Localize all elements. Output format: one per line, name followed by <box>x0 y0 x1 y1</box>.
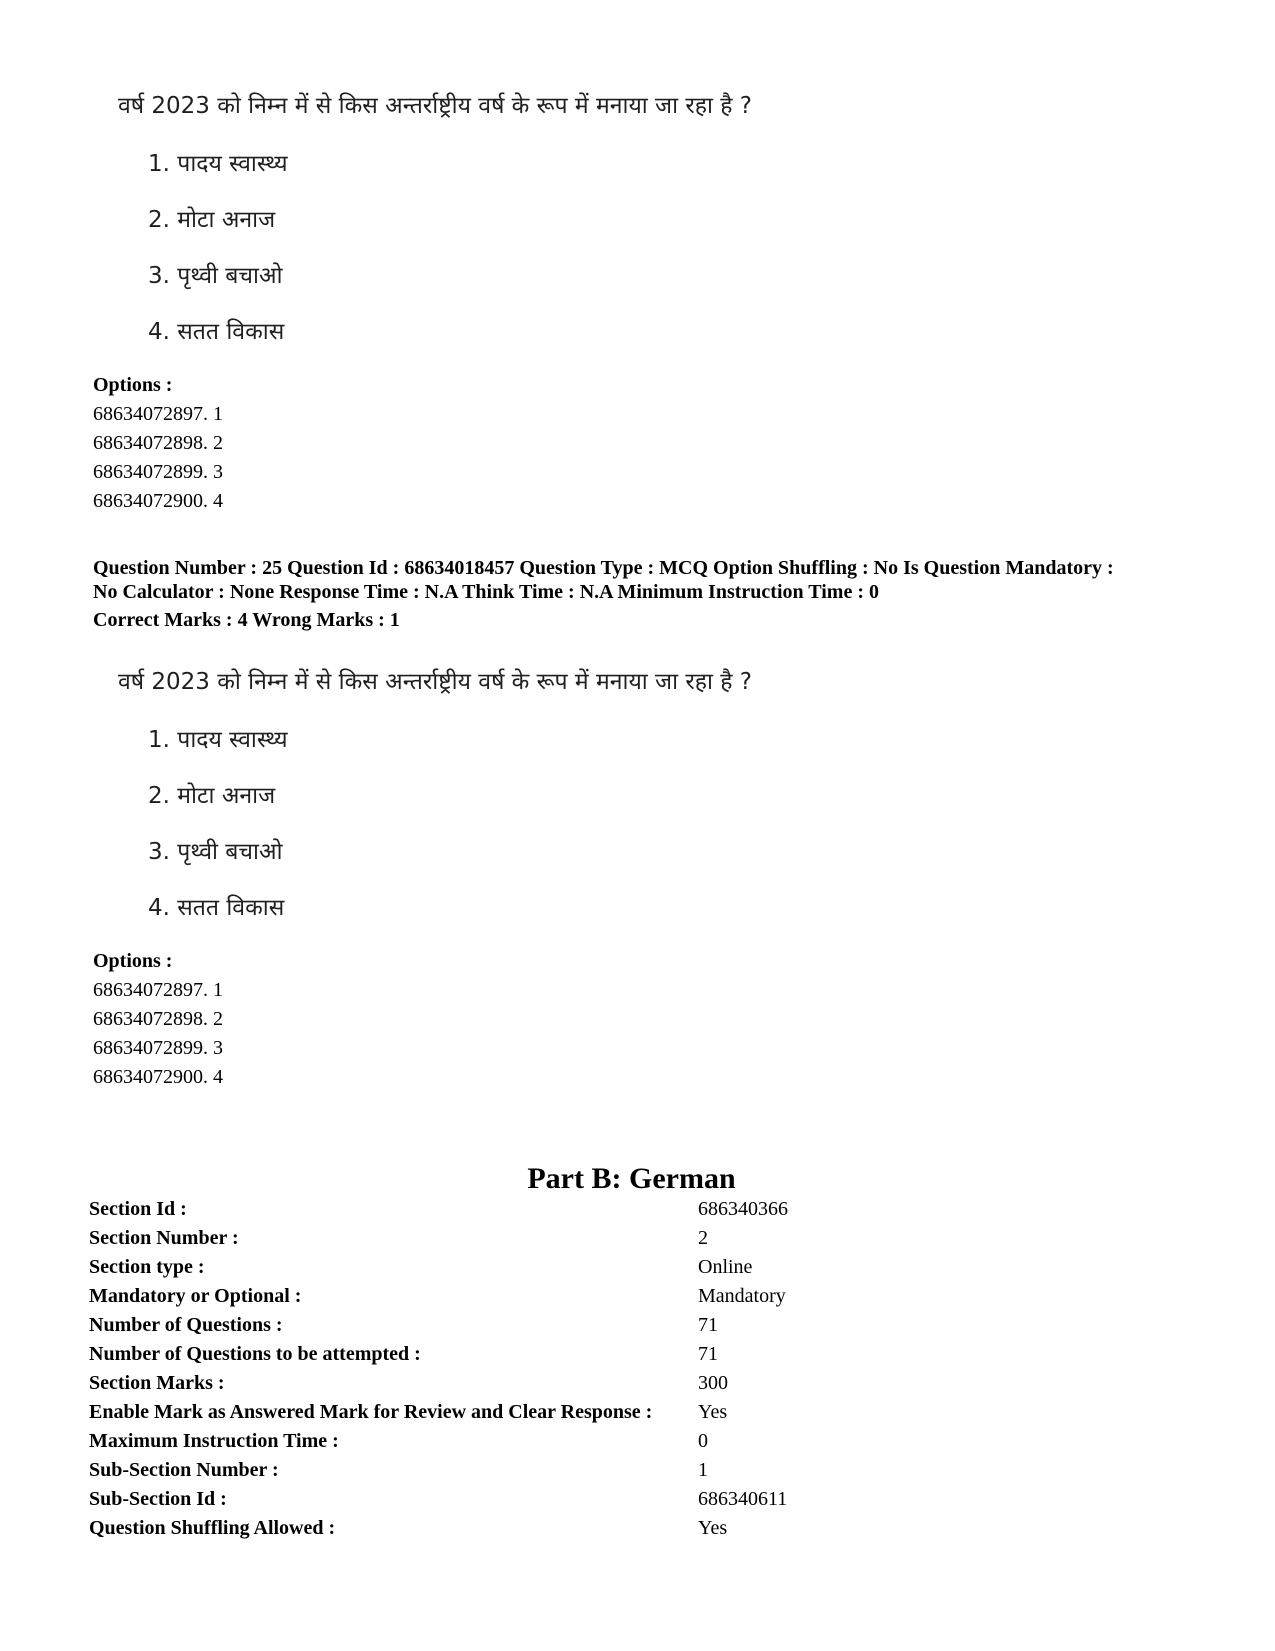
option-item: 68634072898. 2 <box>93 432 223 454</box>
question-text: वर्ष 2023 को निम्न में से किस अन्तर्राष्ट्रीय वर्ष के रूप में मनाया जा रहा है ? <box>118 93 753 119</box>
row-value: 0 <box>698 1430 708 1452</box>
option-item: 68634072898. 2 <box>93 1008 223 1030</box>
row-key: Section Marks : <box>89 1372 225 1394</box>
choice-item: 2. मोटा अनाज <box>148 207 276 233</box>
option-item: 68634072900. 4 <box>93 490 223 512</box>
row-value: 300 <box>698 1372 728 1394</box>
row-key: Sub-Section Number : <box>89 1459 279 1481</box>
row-key: Sub-Section Id : <box>89 1488 227 1510</box>
row-key: Section type : <box>89 1256 205 1278</box>
option-item: 68634072899. 3 <box>93 461 223 483</box>
question-text: वर्ष 2023 को निम्न में से किस अन्तर्राष्ट्रीय वर्ष के रूप में मनाया जा रहा है ? <box>118 669 753 695</box>
row-value: 71 <box>698 1343 718 1365</box>
table-row <box>89 1343 1189 1372</box>
option-item: 68634072897. 1 <box>93 979 223 1001</box>
table-row <box>89 1256 1189 1285</box>
section-info-table <box>89 1198 1189 1546</box>
row-value: Yes <box>698 1517 728 1539</box>
choice-item: 3. पृथ्वी बचाओ <box>148 263 283 289</box>
marks-line: Correct Marks : 4 Wrong Marks : 1 <box>93 609 400 631</box>
table-row <box>89 1488 1189 1517</box>
row-key: Number of Questions to be attempted : <box>89 1343 421 1365</box>
row-value: 1 <box>698 1459 708 1481</box>
row-key: Enable Mark as Answered Mark for Review and Clear Response : <box>89 1401 653 1423</box>
option-item: 68634072899. 3 <box>93 1037 223 1059</box>
table-row <box>89 1227 1189 1256</box>
row-value: Mandatory <box>698 1285 786 1307</box>
choice-item: 3. पृथ्वी बचाओ <box>148 839 283 865</box>
row-key: Mandatory or Optional : <box>89 1285 302 1307</box>
choice-item: 1. पादय स्वास्थ्य <box>148 151 288 177</box>
options-list <box>93 976 223 1092</box>
table-row <box>89 1517 1189 1546</box>
row-value: 686340611 <box>698 1488 788 1510</box>
table-row <box>89 1372 1189 1401</box>
row-key: Section Id : <box>89 1198 187 1220</box>
question-meta-line: No Calculator : None Response Time : N.A Think Time : N.A Minimum Instruction Time : 0 <box>93 581 879 603</box>
row-key: Number of Questions : <box>89 1314 283 1336</box>
options-list <box>93 400 223 516</box>
table-row <box>89 1314 1189 1343</box>
option-item: 68634072897. 1 <box>93 403 223 425</box>
table-row <box>89 1198 1189 1227</box>
question-meta-line: Question Number : 25 Question Id : 68634018457 Question Type : MCQ Option Shuffling : No Is Question Mandatory : <box>93 557 1114 579</box>
option-item: 68634072900. 4 <box>93 1066 223 1088</box>
choice-item: 4. सतत विकास <box>148 319 285 345</box>
choice-item: 4. सतत विकास <box>148 895 285 921</box>
row-key: Question Shuffling Allowed : <box>89 1517 336 1539</box>
choice-item: 2. मोटा अनाज <box>148 783 276 809</box>
row-value: 71 <box>698 1314 718 1336</box>
row-value: Yes <box>698 1401 728 1423</box>
table-row <box>89 1401 1189 1430</box>
options-label: Options : <box>93 374 173 396</box>
table-row <box>89 1459 1189 1488</box>
row-value: 2 <box>698 1227 708 1249</box>
row-value: 686340366 <box>698 1198 788 1220</box>
part-title: Part B: German <box>527 1162 736 1195</box>
table-row <box>89 1430 1189 1459</box>
row-key: Maximum Instruction Time : <box>89 1430 339 1452</box>
row-value: Online <box>698 1256 753 1278</box>
choice-item: 1. पादय स्वास्थ्य <box>148 727 288 753</box>
row-key: Section Number : <box>89 1227 239 1249</box>
options-label: Options : <box>93 950 173 972</box>
table-row <box>89 1285 1189 1314</box>
